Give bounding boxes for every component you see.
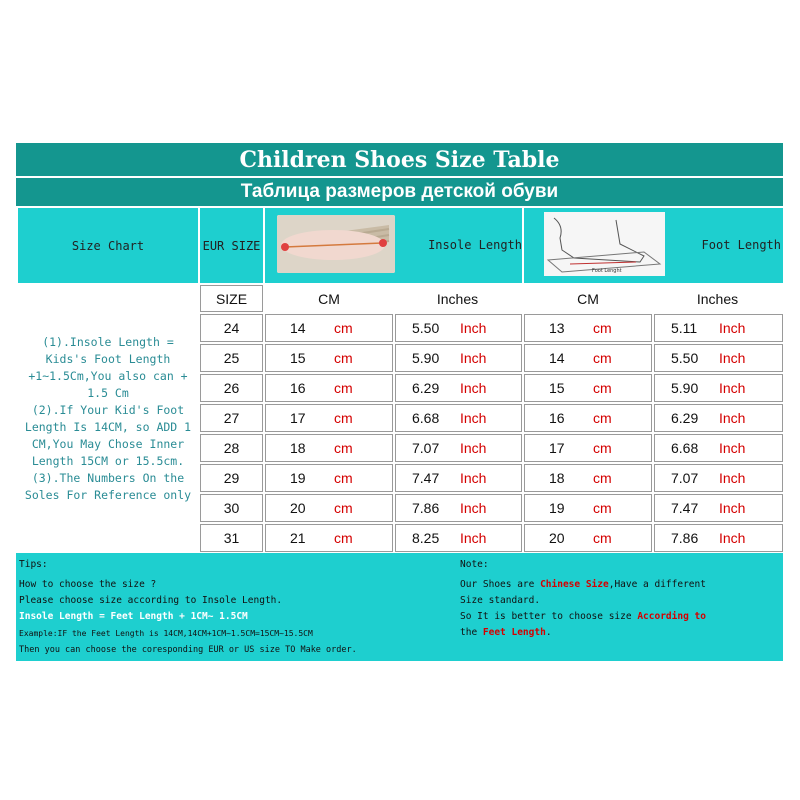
tips-line-3: Insole Length = Feet Length + 1CM~ 1.5CM: [19, 611, 248, 622]
table-cell-size: 30: [200, 494, 263, 522]
value: 6.29: [671, 410, 699, 426]
value: 5.50: [412, 320, 440, 336]
table-cell-size: 31: [200, 524, 263, 552]
table-cell-insole-in: [395, 314, 522, 342]
unit-label: Inch: [460, 500, 487, 516]
unit-label: cm: [334, 500, 353, 516]
unit-label: cm: [593, 470, 612, 486]
table-cell-insole-cm: [265, 494, 393, 522]
col-foot-inches: Inches: [652, 285, 783, 312]
unit-label: cm: [334, 380, 353, 396]
unit-label: Inch: [719, 470, 746, 486]
value: 16: [549, 410, 565, 426]
table-subtitle: Таблица размеров детской обуви: [16, 176, 783, 206]
table-cell-foot-in: [654, 404, 783, 432]
value: 7.47: [412, 470, 440, 486]
value: 7.86: [412, 500, 440, 516]
tips-panel: [16, 553, 783, 661]
note-line-2: Size standard.: [460, 595, 541, 606]
value: 5.11: [671, 320, 698, 336]
table-cell-size: 28: [200, 434, 263, 462]
col-insole-cm: CM: [265, 285, 393, 312]
unit-label: cm: [334, 350, 353, 366]
unit-label: cm: [593, 380, 612, 396]
unit-label: cm: [334, 320, 353, 336]
value: 20: [549, 530, 565, 546]
value: 15: [290, 350, 306, 366]
table-cell-insole-in: [395, 434, 522, 462]
unit-label: Inch: [719, 320, 746, 336]
unit-label: Inch: [460, 350, 487, 366]
tips-line-1: How to choose the size ?: [19, 579, 157, 590]
insole-image: [277, 215, 395, 273]
unit-label: Inch: [460, 470, 487, 486]
table-cell-insole-in: [395, 494, 522, 522]
left-note-line: Length Is 14CM, so ADD 1: [24, 420, 192, 434]
unit-label: cm: [334, 470, 353, 486]
table-cell-insole-cm: [265, 404, 393, 432]
col-foot-cm: CM: [524, 285, 652, 312]
table-cell-insole-cm: [265, 344, 393, 372]
tips-label: Tips:: [19, 559, 48, 570]
value: 19: [549, 500, 565, 516]
unit-label: Inch: [719, 530, 746, 546]
table-cell-size: 27: [200, 404, 263, 432]
insole-length-header: [265, 208, 522, 283]
note-label: Note:: [460, 559, 489, 570]
left-note-line: 1.5 Cm: [87, 386, 129, 400]
unit-label: Inch: [719, 380, 746, 396]
unit-label: Inch: [460, 530, 487, 546]
unit-label: cm: [593, 500, 612, 516]
value: 8.25: [412, 530, 440, 546]
table-title: Children Shoes Size Table: [16, 143, 783, 176]
col-size: SIZE: [200, 285, 263, 312]
table-cell-foot-in: [654, 494, 783, 522]
value: 6.29: [412, 380, 440, 396]
value: 14: [290, 320, 306, 336]
value: 7.07: [412, 440, 440, 456]
foot-length-label: Foot Length: [701, 238, 781, 252]
value: 13: [549, 320, 565, 336]
table-cell-insole-in: [395, 404, 522, 432]
table-cell-size: 26: [200, 374, 263, 402]
note-line-4: the Feet Length.: [460, 627, 552, 638]
table-cell-size: 24: [200, 314, 263, 342]
value: 18: [549, 470, 565, 486]
unit-label: Inch: [719, 440, 746, 456]
note-line-3: So It is better to choose size According to: [460, 611, 706, 622]
size-table: [16, 143, 783, 661]
value: 19: [290, 470, 306, 486]
value: 5.90: [671, 380, 699, 396]
insole-length-label: Insole Length: [428, 238, 522, 252]
table-cell-foot-cm: [524, 344, 652, 372]
unit-label: cm: [593, 440, 612, 456]
unit-label: Inch: [460, 410, 487, 426]
table-cell-insole-in: [395, 524, 522, 552]
table-cell-insole-cm: [265, 434, 393, 462]
value: 17: [549, 440, 565, 456]
left-note-line: CM,You May Chose Inner: [31, 437, 185, 451]
unit-label: cm: [334, 440, 353, 456]
unit-label: cm: [593, 530, 612, 546]
table-cell-insole-in: [395, 374, 522, 402]
value: 5.90: [412, 350, 440, 366]
eur-size-header: EUR SIZE: [200, 208, 263, 283]
unit-label: Inch: [460, 380, 487, 396]
unit-label: cm: [334, 410, 353, 426]
left-note-line: (1).Insole Length =: [42, 335, 174, 349]
value: 7.07: [671, 470, 699, 486]
table-cell-foot-cm: [524, 464, 652, 492]
unit-label: Inch: [460, 320, 487, 336]
table-cell-foot-in: [654, 314, 783, 342]
table-cell-foot-cm: [524, 524, 652, 552]
table-cell-foot-cm: [524, 374, 652, 402]
value: 5.50: [671, 350, 699, 366]
foot-image: [544, 212, 665, 276]
value: 15: [549, 380, 565, 396]
left-note-line: +1~1.5Cm,You also can +: [28, 369, 188, 383]
unit-label: Inch: [719, 500, 746, 516]
left-note-line: Length 15CM or 15.5cm.: [31, 454, 185, 468]
table-cell-foot-cm: [524, 434, 652, 462]
table-cell-foot-in: [654, 464, 783, 492]
value: 14: [549, 350, 565, 366]
tips-line-5: Then you can choose the coresponding EUR or US size TO Make order.: [19, 645, 357, 655]
left-note-line: (2).If Your Kid's Foot: [31, 403, 185, 417]
table-cell-foot-in: [654, 374, 783, 402]
value: 17: [290, 410, 306, 426]
value: 20: [290, 500, 306, 516]
value: 16: [290, 380, 306, 396]
col-insole-inches: Inches: [393, 285, 522, 312]
table-cell-foot-in: [654, 434, 783, 462]
value: 7.86: [671, 530, 699, 546]
value: 21: [290, 530, 306, 546]
unit-label: Inch: [719, 350, 746, 366]
left-note: [18, 285, 198, 553]
table-cell-insole-in: [395, 464, 522, 492]
table-cell-foot-in: [654, 344, 783, 372]
table-cell-size: 25: [200, 344, 263, 372]
value: 7.47: [671, 500, 699, 516]
table-cell-insole-cm: [265, 374, 393, 402]
tips-line-4: Example:IF the Feet Length is 14CM,14CM+1CM~1.5CM=15CM~15.5CM: [19, 629, 313, 638]
unit-label: Inch: [460, 440, 487, 456]
unit-label: cm: [593, 320, 612, 336]
left-note-line: (3).The Numbers On the: [31, 471, 185, 485]
table-cell-foot-cm: [524, 494, 652, 522]
table-cell-size: 29: [200, 464, 263, 492]
foot-image-caption: Foot Lenght: [592, 268, 622, 274]
table-cell-insole-cm: [265, 314, 393, 342]
table-cell-foot-cm: [524, 314, 652, 342]
tips-line-2: Please choose size according to Insole Length.: [19, 595, 283, 606]
left-note-line: Soles For Reference only: [24, 488, 192, 502]
table-cell-insole-cm: [265, 524, 393, 552]
value: 18: [290, 440, 306, 456]
note-line-1: Our Shoes are Chinese Size,Have a different: [460, 579, 706, 590]
value: 6.68: [671, 440, 699, 456]
table-cell-foot-cm: [524, 404, 652, 432]
foot-length-header: [524, 208, 783, 283]
unit-label: Inch: [719, 410, 746, 426]
size-chart-header: Size Chart: [18, 208, 198, 283]
left-note-line: Kids's Foot Length: [45, 352, 171, 366]
unit-label: cm: [593, 410, 612, 426]
unit-label: cm: [334, 530, 353, 546]
table-cell-insole-in: [395, 344, 522, 372]
unit-label: cm: [593, 350, 612, 366]
table-cell-foot-in: [654, 524, 783, 552]
value: 6.68: [412, 410, 440, 426]
table-cell-insole-cm: [265, 464, 393, 492]
